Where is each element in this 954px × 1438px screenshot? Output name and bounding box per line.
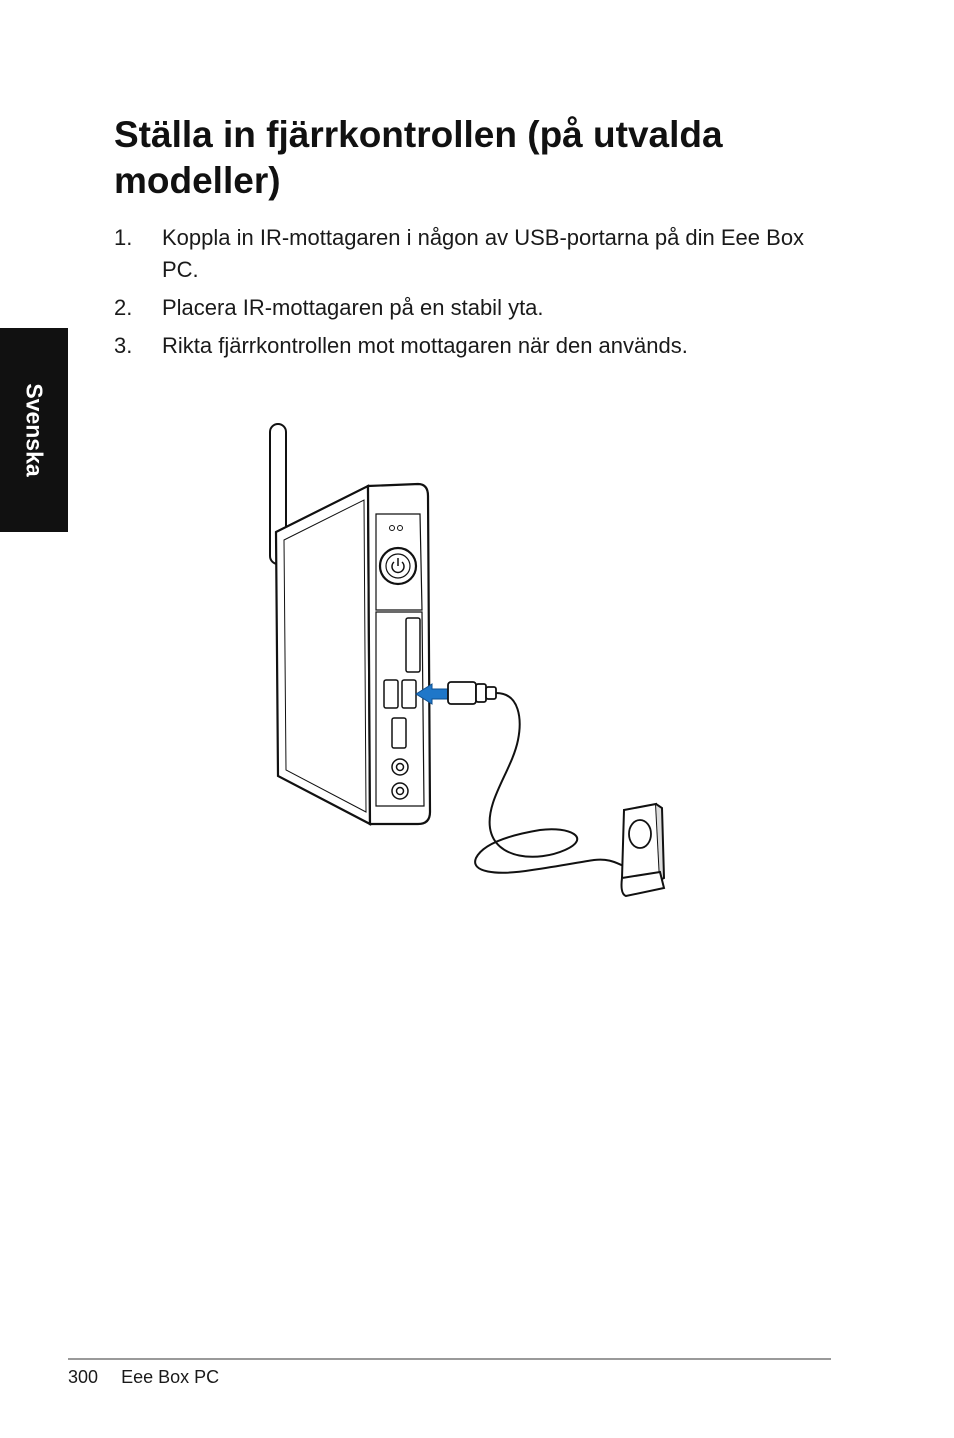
footer-divider <box>68 1358 831 1360</box>
step-text: Rikta fjärrkontrollen mot mottagaren när den används. <box>162 333 688 358</box>
step-number: 2. <box>114 295 133 320</box>
page-number: 300 <box>68 1367 99 1387</box>
list-item <box>114 292 814 324</box>
eee-box-ir-receiver-illustration <box>220 410 700 910</box>
step-list <box>114 222 814 368</box>
step-number: 3. <box>114 333 133 358</box>
language-tab <box>0 328 68 532</box>
step-text: Koppla in IR-mottagaren i någon av USB-portarna på din Eee Box PC. <box>162 225 805 282</box>
list-item <box>114 330 814 362</box>
page-footer <box>68 1367 219 1388</box>
card-slot <box>406 618 420 672</box>
receiver-cable <box>475 693 624 873</box>
step-number: 1. <box>114 225 133 250</box>
step-text: Placera IR-mottagaren på en stabil yta. <box>162 295 544 320</box>
language-tab-label: Svenska <box>21 383 48 477</box>
page-title: Ställa in fjärrkontrollen (på utvalda modeller) <box>114 114 723 201</box>
ir-receiver-icon <box>622 804 665 896</box>
product-name: Eee Box PC <box>121 1367 220 1387</box>
list-item <box>114 222 814 286</box>
usb-plug-icon <box>448 682 496 704</box>
